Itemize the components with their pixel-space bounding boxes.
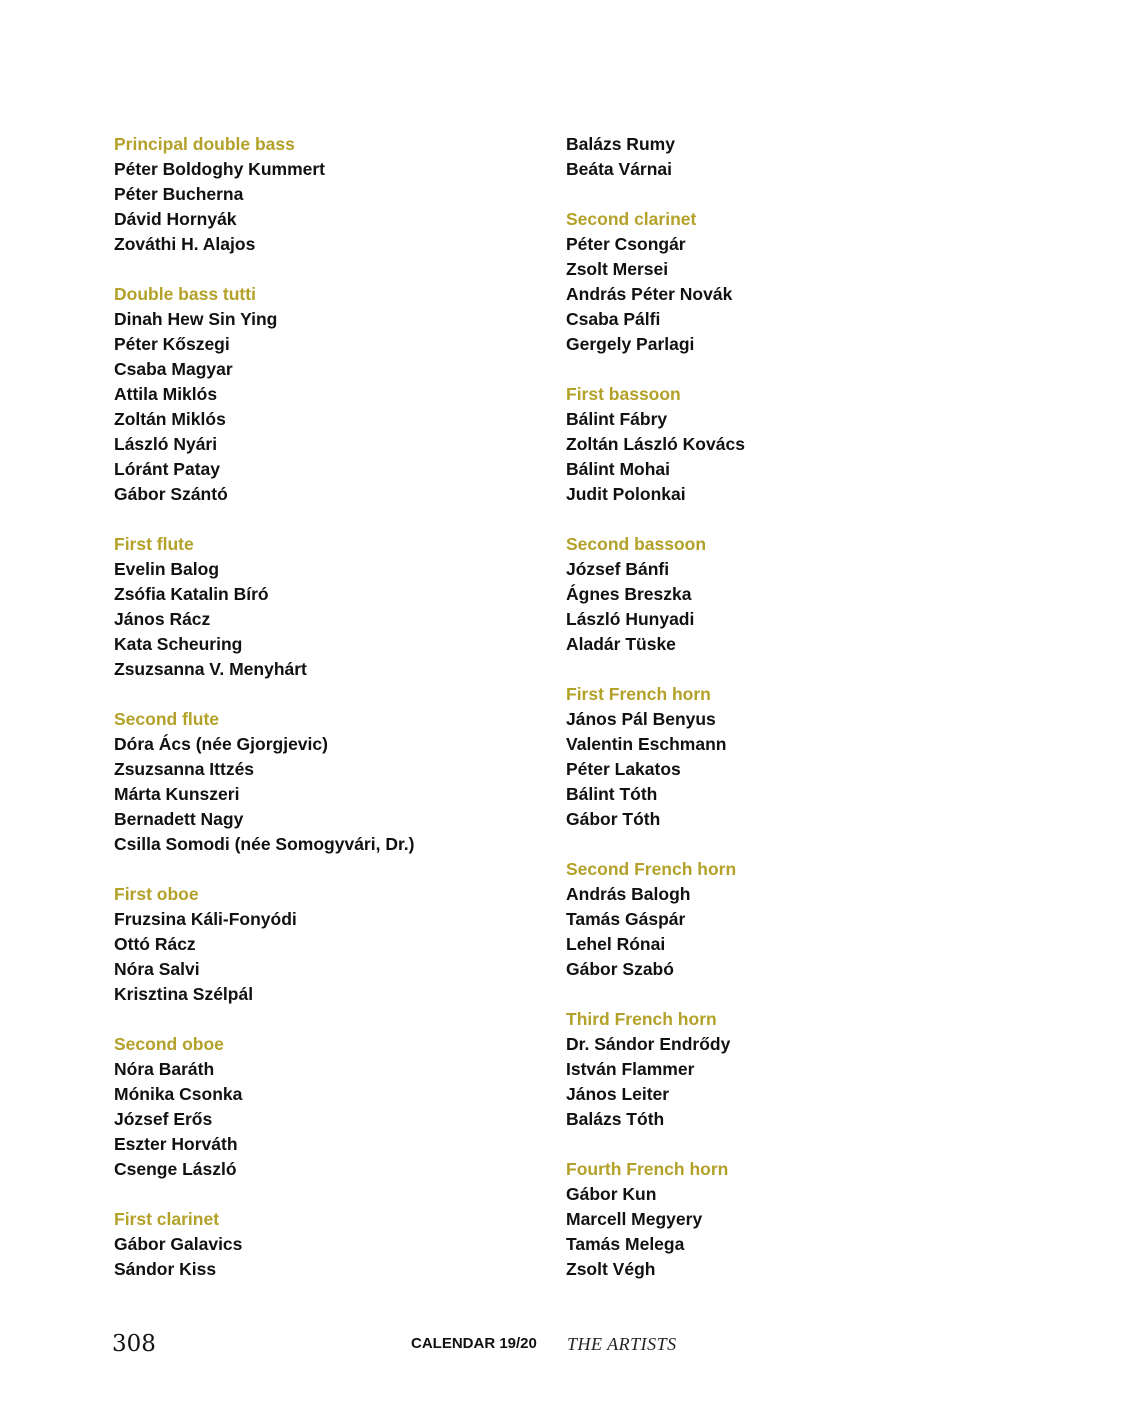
musician-name: László Nyári (114, 434, 218, 454)
musician-name: Csenge László (114, 1159, 237, 1179)
section-principal-double-bass (114, 132, 544, 257)
musician-name: Márta Kunszeri (114, 784, 240, 804)
musician-name: Gábor Szántó (114, 484, 228, 504)
musician-name: Péter Bucherna (114, 184, 244, 204)
musician-name: Zoltán László Kovács (566, 434, 745, 454)
musician-name: János Leiter (566, 1084, 670, 1104)
musician-name: Zsófia Katalin Bíró (114, 584, 269, 604)
section-double-bass-tutti (114, 282, 544, 507)
musician-name: Beáta Várnai (566, 159, 673, 179)
musician-name: Tamás Melega (566, 1234, 685, 1254)
musician-name: Gábor Tóth (566, 809, 661, 829)
musician-name: Gábor Szabó (566, 959, 674, 979)
musician-name: Csilla Somodi (née Somogyvári, Dr.) (114, 834, 415, 854)
musician-name: József Erős (114, 1109, 213, 1129)
musician-name: János Rácz (114, 609, 211, 629)
musician-name: Zováthi H. Alajos (114, 234, 256, 254)
musician-name: Csaba Pálfi (566, 309, 661, 329)
section-heading: First clarinet (114, 1209, 220, 1229)
section-first-bassoon (566, 382, 996, 507)
musician-name: Attila Miklós (114, 384, 218, 404)
section-second-french-horn (566, 857, 996, 982)
section-heading: Second bassoon (566, 534, 707, 554)
section-continued (566, 132, 996, 182)
musician-name: Aladár Tüske (566, 634, 676, 654)
musician-name: Lóránt Patay (114, 459, 220, 479)
section-first-oboe (114, 882, 544, 1007)
musician-name: Ágnes Breszka (566, 584, 692, 604)
musician-name: Dávid Hornyák (114, 209, 237, 229)
musician-name: András Péter Novák (566, 284, 733, 304)
section-heading: Principal double bass (114, 134, 295, 154)
musician-name: Gábor Galavics (114, 1234, 243, 1254)
musician-name: Zsolt Mersei (566, 259, 669, 279)
musician-name: Nóra Baráth (114, 1059, 215, 1079)
musician-name: László Hunyadi (566, 609, 695, 629)
musician-name: Csaba Magyar (114, 359, 233, 379)
musician-name: Fruzsina Káli-Fonyódi (114, 909, 297, 929)
musician-name: Dr. Sándor Endrődy (566, 1034, 731, 1054)
musician-name: Gábor Kun (566, 1184, 657, 1204)
musician-name: Péter Boldoghy Kummert (114, 159, 325, 179)
section-third-french-horn (566, 1007, 996, 1132)
section-heading: First French horn (566, 684, 711, 704)
section-second-bassoon (566, 532, 996, 657)
musician-name: Lehel Rónai (566, 934, 666, 954)
musician-name: Ottó Rácz (114, 934, 196, 954)
musician-name: Marcell Megyery (566, 1209, 703, 1229)
musician-name: István Flammer (566, 1059, 695, 1079)
section-heading: Third French horn (566, 1009, 717, 1029)
musician-name: Zsuzsanna Ittzés (114, 759, 255, 779)
section-second-clarinet (566, 207, 996, 357)
musician-name: Péter Lakatos (566, 759, 681, 779)
musician-name: Nóra Salvi (114, 959, 200, 979)
section-first-flute (114, 532, 544, 682)
section-fourth-french-horn (566, 1157, 996, 1282)
musician-name: Balázs Tóth (566, 1109, 665, 1129)
musician-name: Balázs Rumy (566, 134, 675, 154)
section-second-oboe (114, 1032, 544, 1182)
section-heading: Fourth French horn (566, 1159, 729, 1179)
musician-name: József Bánfi (566, 559, 670, 579)
section-heading: First flute (114, 534, 194, 554)
musician-name: Evelin Balog (114, 559, 220, 579)
musician-name: Tamás Gáspár (566, 909, 686, 929)
section-heading: Second clarinet (566, 209, 697, 229)
section-first-clarinet (114, 1207, 544, 1282)
section-heading: First oboe (114, 884, 199, 904)
musician-name: Mónika Csonka (114, 1084, 243, 1104)
section-heading: Double bass tutti (114, 284, 256, 304)
section-title: THE ARTISTS (567, 1334, 677, 1354)
section-heading: Second oboe (114, 1034, 224, 1054)
musician-name: János Pál Benyus (566, 709, 716, 729)
musician-name: Bálint Tóth (566, 784, 658, 804)
musician-name: Dóra Ács (née Gjorgjevic) (114, 734, 328, 754)
musician-name: Sándor Kiss (114, 1259, 217, 1279)
section-heading: Second flute (114, 709, 220, 729)
musician-name: András Balogh (566, 884, 691, 904)
calendar-label: CALENDAR 19/20 (411, 1335, 537, 1352)
musician-name: Zsolt Végh (566, 1259, 656, 1279)
section-first-french-horn (566, 682, 996, 832)
right-column (566, 132, 996, 1307)
musician-name: Eszter Horváth (114, 1134, 238, 1154)
left-column (114, 132, 544, 1307)
musician-name: Krisztina Szélpál (114, 984, 254, 1004)
page-number: 308 (112, 1331, 156, 1357)
musician-name: Zsuzsanna V. Menyhárt (114, 659, 307, 679)
musician-name: Bálint Fábry (566, 409, 668, 429)
musician-name: Bernadett Nagy (114, 809, 244, 829)
section-second-flute (114, 707, 544, 857)
musician-name: Zoltán Miklós (114, 409, 226, 429)
musician-name: Péter Kőszegi (114, 334, 230, 354)
musician-name: Péter Csongár (566, 234, 686, 254)
musician-name: Gergely Parlagi (566, 334, 695, 354)
musician-name: Kata Scheuring (114, 634, 243, 654)
musician-name: Valentin Eschmann (566, 734, 727, 754)
musician-name: Dinah Hew Sin Ying (114, 309, 278, 329)
section-heading: First bassoon (566, 384, 681, 404)
section-heading: Second French horn (566, 859, 737, 879)
musician-name: Judit Polonkai (566, 484, 686, 504)
musician-name: Bálint Mohai (566, 459, 671, 479)
